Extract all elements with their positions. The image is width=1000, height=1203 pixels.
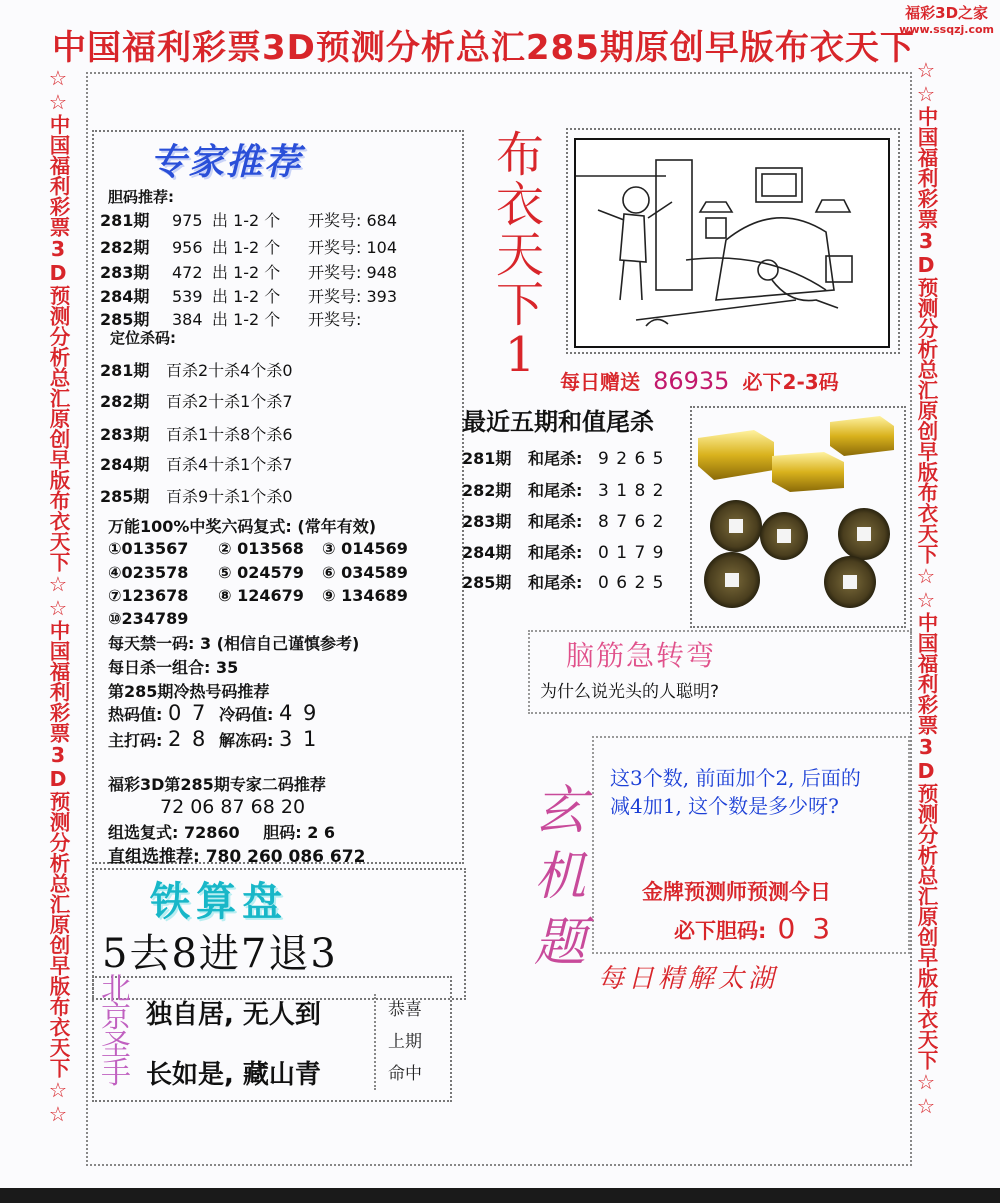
expert-title: 专家推荐 <box>150 142 303 183</box>
left-side-text: ☆☆中国福利彩票3D预测分析总汇原创早版布衣天下☆☆中国福利彩票3D预测分析总汇原创早版布衣天下☆☆ <box>46 66 70 1126</box>
logo-url: www.ssqzj.com <box>899 23 994 36</box>
six-code: ⑩234789 <box>108 609 189 628</box>
sum-label: 和尾杀: <box>528 573 583 592</box>
six-code: ⑦123678 <box>108 586 189 605</box>
dan-note: 出 1-2 个 <box>212 310 281 329</box>
page-title: 中国福利彩票3D预测分析总汇285期原创早版布衣天下 <box>52 28 915 68</box>
six-code: ①013567 <box>108 539 189 558</box>
dan-row <box>100 208 397 231</box>
group-label: 组选复式: 72860 <box>108 823 240 842</box>
sum-tail-row <box>462 540 664 563</box>
sum-issue: 285期 <box>462 573 512 592</box>
two-codes: 72 06 87 68 20 <box>160 796 306 818</box>
kill-row <box>100 452 293 475</box>
main-value: 2 8 <box>167 727 208 751</box>
main-thaw-row <box>108 727 318 751</box>
gold-predictor-line: 金牌预测师预测今日 <box>642 880 831 904</box>
dan-nums: 384 <box>172 310 203 329</box>
two-code-title: 福彩3D第285期专家二码推荐 <box>108 775 326 794</box>
sum-issue: 284期 <box>462 543 512 562</box>
tiesuanpan-title: 铁算盘 <box>150 878 288 925</box>
kill-issue: 281期 <box>100 361 150 380</box>
dan-issue: 285期 <box>100 310 150 329</box>
poem-line-2: 长如是, 藏山青 <box>146 1060 321 1090</box>
sum-tail-title: 最近五期和值尾杀 <box>462 407 654 436</box>
sum-tail-row <box>462 570 664 593</box>
dan-note: 出 1-2 个 <box>212 263 281 282</box>
six-code: ③ 014569 <box>322 539 408 558</box>
gold-coins-image <box>694 410 898 620</box>
sum-issue: 281期 <box>462 449 512 468</box>
six-code-title: 万能100%中奖六码复式: (常年有效) <box>108 517 377 536</box>
site-logo[interactable] <box>899 2 994 36</box>
six-code: ⑥ 034589 <box>322 563 408 582</box>
sum-value: 8 7 6 2 <box>598 512 665 532</box>
kill-text: 百杀1十杀8个杀6 <box>166 425 293 444</box>
six-code: ⑨ 134689 <box>322 586 408 605</box>
gold-bars <box>698 416 894 492</box>
kill-label: 定位杀码: <box>110 329 176 347</box>
daily-gift-suffix: 必下2-3码 <box>742 370 839 394</box>
dan-label: 胆码推荐: <box>108 188 174 206</box>
must-label: 必下胆码: <box>674 919 767 943</box>
sum-value: 0 6 2 5 <box>598 573 665 593</box>
hotcold-title: 第285期冷热号码推荐 <box>108 682 270 701</box>
daily-gift-label: 每日赠送 <box>560 370 640 394</box>
congrats-box <box>374 994 452 1090</box>
congrats-line: 恭喜 <box>388 1000 422 1020</box>
dan-nums: 472 <box>172 263 203 282</box>
bottom-bar <box>0 1188 1000 1203</box>
main-label: 主打码: <box>108 731 163 750</box>
dan-issue: 283期 <box>100 263 150 282</box>
ban-one-code: 每天禁一码: 3 (相信自己谨慎参考) <box>108 634 360 653</box>
thaw-value: 3 1 <box>278 727 319 751</box>
cartoon-drawing <box>576 140 888 346</box>
six-code-row <box>108 586 408 605</box>
sum-label: 和尾杀: <box>528 543 583 562</box>
dan-nums: 975 <box>172 211 203 230</box>
kill-issue: 285期 <box>100 487 150 506</box>
dan-draw: 开奖号: 104 <box>308 238 398 257</box>
kill-row <box>100 358 293 381</box>
dan-draw: 开奖号: <box>308 310 362 329</box>
dan-note: 出 1-2 个 <box>212 238 281 257</box>
hot-cold-row <box>108 701 318 725</box>
dan-note: 出 1-2 个 <box>212 211 281 230</box>
taihu-title: 每日精解太湖 <box>598 964 779 994</box>
sum-value: 0 1 7 9 <box>598 543 665 563</box>
kill-text: 百杀4十杀1个杀7 <box>166 455 293 474</box>
mystery-vertical: 玄机题 <box>533 781 586 973</box>
sum-label: 和尾杀: <box>528 512 583 531</box>
group-row <box>108 820 335 843</box>
six-code-row <box>108 563 408 582</box>
buyi-vertical: 布衣天下1 <box>495 127 544 383</box>
sum-issue: 283期 <box>462 512 512 531</box>
dan-draw: 开奖号: 948 <box>308 263 398 282</box>
dan-nums: 956 <box>172 238 203 257</box>
six-code: ⑧ 124679 <box>218 586 304 605</box>
six-code: ② 013568 <box>218 539 304 558</box>
sum-tail-row <box>462 509 664 532</box>
mystery-text: 这3个数, 前面加个2, 后面的减4加1, 这个数是多少呀? <box>610 766 861 818</box>
dan-row <box>100 284 397 307</box>
poem-vertical: 北京圣手 <box>101 972 131 1091</box>
six-code-row <box>108 539 408 558</box>
must-dan-row <box>674 912 834 945</box>
dan-issue: 284期 <box>100 287 150 306</box>
coins <box>704 500 890 608</box>
kill-issue: 283期 <box>100 425 150 444</box>
sum-label: 和尾杀: <box>528 449 583 468</box>
dan-row <box>100 235 397 258</box>
tiesuanpan-line: 5去8进7退3 <box>102 931 338 977</box>
brain-question: 为什么说光头的人聪明? <box>540 682 720 702</box>
dan-draw: 开奖号: 393 <box>308 287 398 306</box>
kill-text: 百杀2十杀1个杀7 <box>166 392 293 411</box>
daily-gift-value: 86935 <box>653 367 730 395</box>
kill-row <box>100 484 293 507</box>
kill-combo: 每日杀一组合: 35 <box>108 658 239 677</box>
dan-draw: 开奖号: 684 <box>308 211 398 230</box>
dan-row <box>100 260 397 283</box>
direct-row: 直组选推荐: 780 260 086 672 <box>108 847 366 867</box>
cartoon-image <box>574 138 890 348</box>
kill-row <box>100 389 293 412</box>
six-code-row <box>108 609 188 628</box>
kill-text: 百杀9十杀1个杀0 <box>166 487 293 506</box>
sum-value: 9 2 6 5 <box>598 449 665 469</box>
dan-nums: 539 <box>172 287 203 306</box>
sum-issue: 282期 <box>462 481 512 500</box>
dan-issue: 282期 <box>100 238 150 257</box>
daily-gift <box>560 366 839 395</box>
sum-label: 和尾杀: <box>528 481 583 500</box>
cold-label: 冷码值: <box>218 705 274 724</box>
kill-issue: 282期 <box>100 392 150 411</box>
hot-label: 热码值: <box>108 705 163 724</box>
gold-coins-drawing <box>694 410 898 620</box>
logo-name: 福彩3D之家 <box>905 4 989 22</box>
sum-value: 3 1 8 2 <box>598 481 665 501</box>
kill-issue: 284期 <box>100 455 150 474</box>
congrats-line: 上期 <box>388 1032 422 1052</box>
six-code: ⑤ 024579 <box>218 563 304 582</box>
congrats-line: 命中 <box>388 1064 422 1084</box>
group-dan: 胆码: 2 6 <box>263 823 336 842</box>
thaw-label: 解冻码: <box>218 731 274 750</box>
sum-tail-row <box>462 478 664 501</box>
kill-text: 百杀2十杀4个杀0 <box>166 361 293 380</box>
hot-value: 0 7 <box>167 701 208 725</box>
dan-issue: 281期 <box>100 211 150 230</box>
six-code: ④023578 <box>108 563 189 582</box>
must-value: 0 3 <box>777 912 835 945</box>
kill-row <box>100 422 293 445</box>
cold-value: 4 9 <box>278 701 319 725</box>
sum-tail-row <box>462 446 664 469</box>
dan-note: 出 1-2 个 <box>212 287 281 306</box>
poem-line-1: 独自居, 无人到 <box>146 1000 321 1030</box>
brain-title: 脑筋急转弯 <box>566 639 717 672</box>
right-side-text: ☆☆中国福利彩票3D预测分析总汇原创早版布衣天下☆☆中国福利彩票3D预测分析总汇原创早版布衣天下☆☆ <box>914 58 938 1118</box>
